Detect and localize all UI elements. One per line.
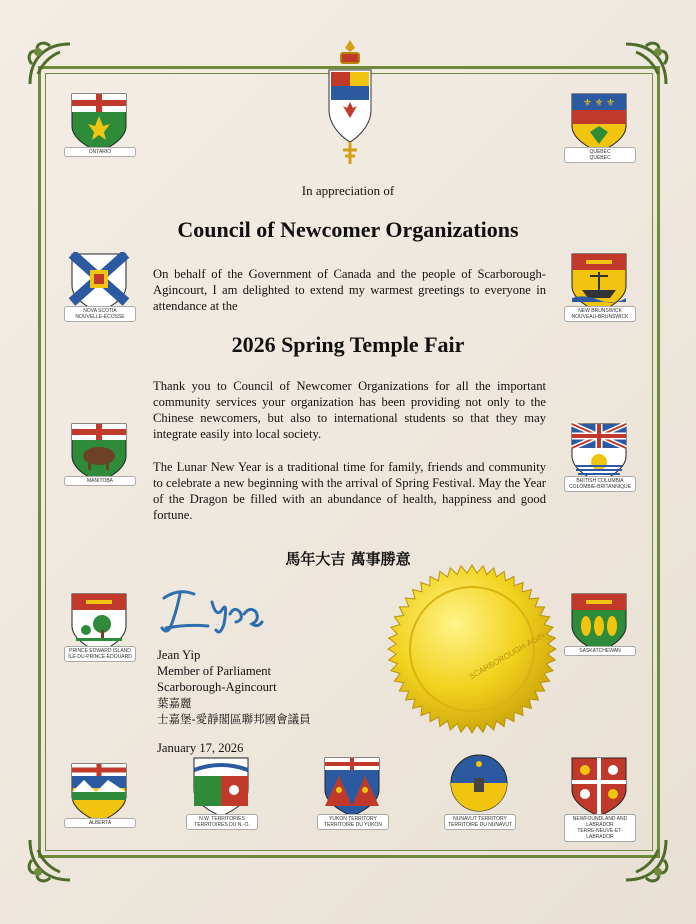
- corner-ornament-icon: [20, 830, 80, 890]
- signer-riding: Scarborough-Agincourt: [157, 680, 277, 694]
- gold-seal-icon: [386, 563, 558, 735]
- signer-block: [157, 647, 311, 727]
- saskatchewan-label: SASKATCHEWAN: [564, 646, 636, 656]
- nwt-label: N.W. TERRITORIES TERRITOIRES DU N.-O.: [186, 814, 258, 830]
- greeting-paragraph: On behalf of the Government of Canada and the people of Scarborough-Agincourt, I am delighted to extend my warmest greetings to everyone in attendance at the: [153, 267, 546, 313]
- yukon-crest-icon: [321, 756, 383, 818]
- corner-ornament-icon: [616, 34, 676, 94]
- signature-icon: [158, 584, 268, 640]
- manitoba-crest-icon: [68, 422, 130, 484]
- british-columbia-crest-icon: [568, 422, 630, 484]
- new-brunswick-label: NEW BRUNSWICK NOUVEAU-BRUNSWICK: [564, 306, 636, 322]
- lunar-new-year-paragraph: The Lunar New Year is a traditional time for family, friends and community to celebrate a new beginning with the arrival of Spring Festival. May the Year of the Dragon be filled with an abundance of health, happiness and good fortune.: [153, 460, 546, 522]
- nunavut-label: NUNAVUT TERRITORY TERRITOIRE DU NUNAVUT: [444, 814, 516, 830]
- ontario-crest-icon: [68, 92, 130, 154]
- newfoundland-crest-icon: [568, 756, 630, 818]
- signer-title-chinese: 士嘉堡-愛靜閣區聯邦國會議員: [157, 712, 311, 726]
- thanks-paragraph: Thank you to Council of Newcomer Organizations for all the important community services your organization has been providing not only to the Chinese newcomers, but also to international students so that they may integrate easily into local society.: [153, 379, 546, 441]
- quebec-label: QUÉBEC QUÉBEC: [564, 147, 636, 163]
- signer-title: Member of Parliament: [157, 664, 272, 678]
- newfoundland-label: NEWFOUNDLAND AND LABRADOR TERRE-NEUVE-ET-LABRADOR: [564, 814, 636, 842]
- saskatchewan-crest-icon: [568, 592, 630, 654]
- signer-name-chinese: 葉嘉麗: [157, 696, 192, 710]
- seal-text: SCARBOROUGH-AGIN: [467, 630, 547, 682]
- chinese-greeting: 馬年大吉 萬事勝意: [285, 550, 411, 568]
- certificate-date: January 17, 2026: [157, 741, 244, 755]
- organization-name: Council of Newcomer Organizations: [177, 217, 519, 242]
- nova-scotia-crest-icon: [68, 252, 130, 314]
- alberta-crest-icon: [68, 762, 130, 824]
- event-title: 2026 Spring Temple Fair: [231, 332, 465, 357]
- british-columbia-label: BRITISH COLUMBIA COLOMBIE-BRITANNIQUE: [564, 476, 636, 492]
- intro-text: In appreciation of: [301, 183, 395, 198]
- pei-crest-icon: [68, 592, 130, 654]
- manitoba-label: MANITOBA: [64, 476, 136, 486]
- quebec-crest-icon: [568, 92, 630, 154]
- ontario-label: ONTARIO: [64, 147, 136, 157]
- yukon-label: YUKON TERRITORY TERRITOIRE DU YUKON: [317, 814, 389, 830]
- canada-coat-of-arms-icon: [325, 38, 375, 168]
- nunavut-crest-icon: [448, 752, 510, 814]
- new-brunswick-crest-icon: [568, 252, 630, 314]
- pei-label: PRINCE EDWARD ISLAND ÎLE-DU-PRINCE-ÉDOUARD: [64, 646, 136, 662]
- signer-name: Jean Yip: [157, 648, 201, 662]
- corner-ornament-icon: [20, 34, 80, 94]
- nwt-crest-icon: [190, 756, 252, 818]
- nova-scotia-label: NOVA SCOTIA NOUVELLE-ÉCOSSE: [64, 306, 136, 322]
- alberta-label: ALBERTA: [64, 818, 136, 828]
- svg-text:⚜ ⚜ ⚜: ⚜ ⚜ ⚜: [583, 98, 615, 109]
